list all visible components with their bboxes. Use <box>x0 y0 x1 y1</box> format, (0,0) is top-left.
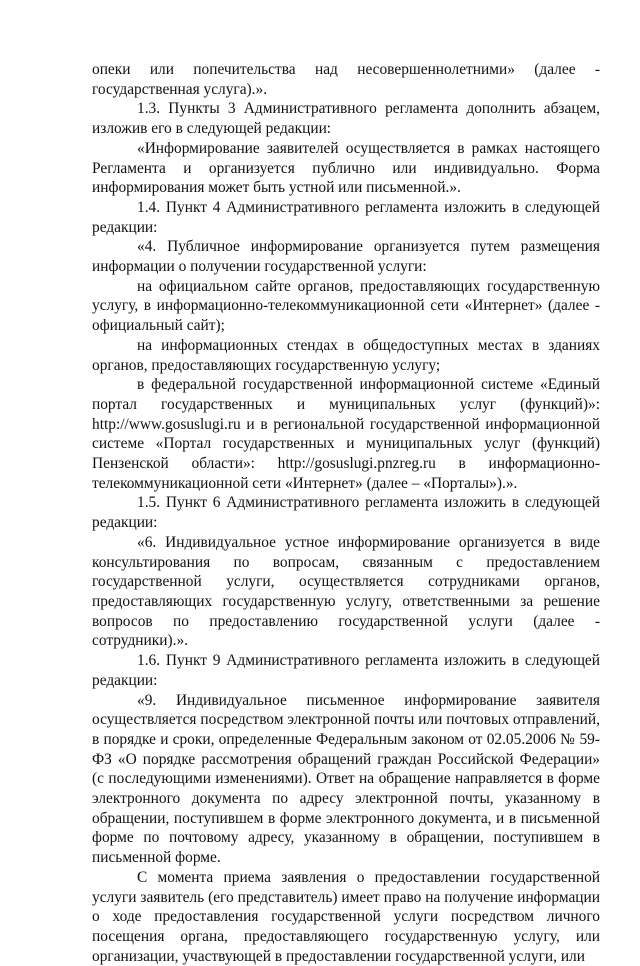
paragraph-item-1-3: 1.3. Пункты 3 Административного регламента дополнить абзацем, изложив его в следующей редакции: <box>92 100 600 138</box>
paragraph-official-site: на официальном сайте органов, предоставляющих государственную услугу, в информационно-телекоммуникационной сети «Интернет» (далее - официальный сайт); <box>92 277 600 335</box>
paragraph-info-stands: на информационных стендах в общедоступных местах в зданиях органов, предоставляющих государственную услугу; <box>92 336 600 374</box>
paragraph-quote-9: «9. Индивидуальное письменное информирование заявителя осуществляется посредством электронной почты или почтовых отправлений, в порядке и сроки, определенные Федеральным законом от 02.05.2006 № 59-ФЗ «О порядке рассмотрения обращений граждан Российской Федерации» (с последующими изменениями). Ответ на обращение направляется в форме электронного документа по адресу электронной почты, указанному в обращении, поступившем в форме электронного документа, и в письменной форме по почтовому адресу, указанному в обращении, поступившем в письменной форме. <box>92 691 600 867</box>
document-body <box>92 60 600 966</box>
paragraph-quote-4: «4. Публичное информирование организуется путем размещения информации о получении государственной услуги: <box>92 238 600 276</box>
paragraph-portals: в федеральной государственной информационной системе «Единый портал государственных и муниципальных услуг (функций)»: http://www.gosuslugi.ru и в региональной государственной информационной системе «Портал государственных и муниципальных услуг (функций) Пензенской области»: http://gosuslugi.pnzreg.ru в информационно-телекоммуникационной сети «Интернет» (далее – «Порталы»).». <box>92 376 600 492</box>
paragraph-item-1-5: 1.5. Пункт 6 Административного регламента изложить в следующей редакции: <box>92 494 600 532</box>
paragraph-continuation: опеки или попечительства над несовершеннолетними» (далее - государственная услуга).». <box>92 61 600 98</box>
paragraph-item-1-6: 1.6. Пункт 9 Административного регламента изложить в следующей редакции: <box>92 652 600 689</box>
paragraph-item-1-4: 1.4. Пункт 4 Административного регламента изложить в следующей редакции: <box>92 198 600 236</box>
paragraph-quote-6: «6. Индивидуальное устное информирование организуется в виде консультирования по вопросам, связанным с предоставлением государственной услуги, осуществляется сотрудниками органов, предоставляющих государственную услугу, ответственными за решение вопросов по предоставлению государственной услуги (далее - сотрудники).». <box>92 533 600 650</box>
paragraph-quote-informing: «Информирование заявителей осуществляется в рамках настоящего Регламента и организуется публично или индивидуально. Форма информирования может быть устной или письменной.». <box>92 139 600 197</box>
paragraph-application-status: С момента приема заявления о предоставлении государственной услуги заявитель (его представитель) имеет право на получение информации о ходе предоставления государственной услуги посредством личного посещения органа, предоставляющего государственную услугу, или организации, участвующей в предоставлении государственной услуги, или <box>92 868 600 965</box>
